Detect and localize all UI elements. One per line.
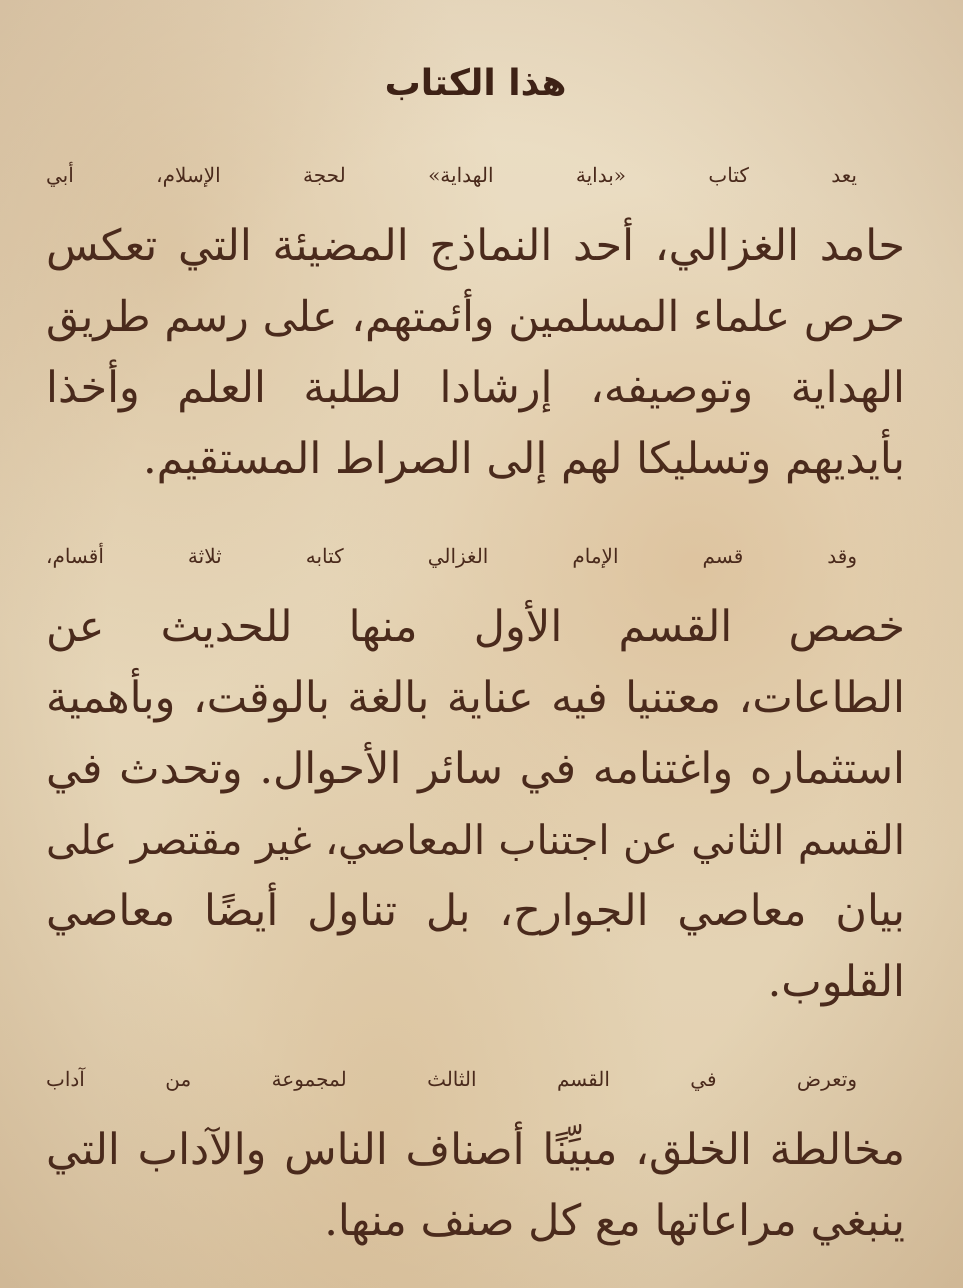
text-line: القسم الثاني عن اجتناب المعاصي، غير مقتصر على: [46, 816, 905, 864]
paragraph-3: [46, 1044, 905, 1257]
text-line: بيان معاصي الجوارح، بل تناول أيضًا معاصي: [46, 886, 905, 936]
text-line: مخالطة الخلق، مبيِّنًا أصناف الناس والآداب التي: [46, 1125, 905, 1175]
text-line: خصص القسم الأول منها للحديث عن: [46, 602, 905, 652]
paragraph-2: [46, 521, 905, 1018]
text-line: حرص علماء المسلمين وأئمتهم، على رسم طريق: [46, 293, 905, 342]
page-title: هذا الكتاب: [384, 63, 567, 104]
text-line: بأيديهم وتسليكا لهم إلى الصراط المستقيم.: [143, 434, 905, 484]
text-line: الطاعات، معتنيا فيه عناية بالغة بالوقت، وبأهمية: [46, 673, 905, 723]
text-line: القلوب.: [767, 957, 905, 1007]
text-line: يعد كتاب «بداية الهداية» لحجة الإسلام، أبي: [46, 163, 857, 187]
text-line: وقد قسم الإمام الغزالي كتابه ثلاثة أقسام،: [46, 544, 857, 568]
text-line: ينبغي مراعاتها مع كل صنف منها.: [324, 1196, 905, 1246]
text-line: استثماره واغتنامه في سائر الأحوال. وتحدث في: [46, 744, 905, 794]
text-line: الهداية وتوصيفه، إرشادا لطلبة العلم وأخذا: [46, 363, 905, 413]
text-line: وتعرض في القسم الثالث لمجموعة من آداب: [46, 1067, 857, 1091]
text-line: حامد الغزالي، أحد النماذج المضيئة التي تعكس: [46, 221, 905, 271]
paragraph-1: [46, 140, 905, 495]
